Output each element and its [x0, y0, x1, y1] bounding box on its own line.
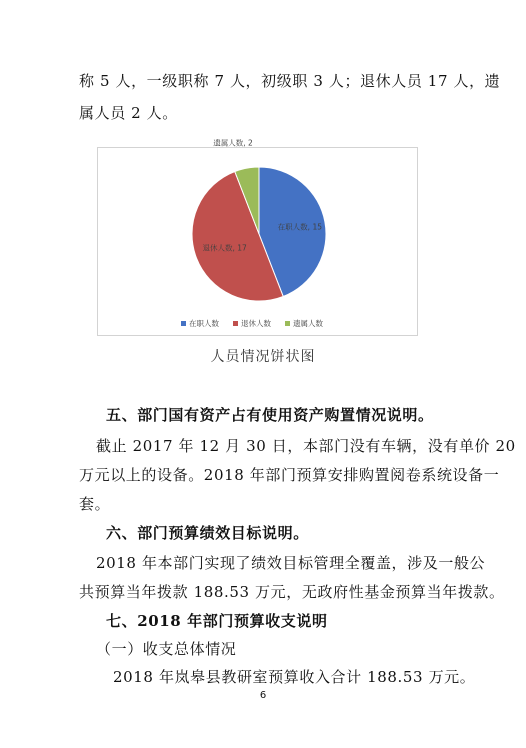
paragraph-line: 截止 2017 年 12 月 30 日，本部门没有车辆，没有单价 20 — [96, 437, 516, 455]
paragraph-line: 属人员 2 人。 — [79, 104, 178, 122]
paragraph-line: 2018 年本部门实现了绩效目标管理全覆盖，涉及一般公 — [96, 554, 486, 572]
paragraph-line: 万元以上的设备。2018 年部门预算安排购置阅卷系统设备一 — [79, 466, 500, 484]
legend-swatch-1 — [181, 321, 186, 326]
paragraph-line: 共预算当年拨款 188.53 万元，无政府性基金预算当年拨款。 — [79, 583, 505, 601]
paragraph-line: 称 5 人，一级职称 7 人，初级职 3 人；退休人员 17 人，遗 — [79, 72, 501, 90]
legend-swatch-3 — [285, 321, 290, 326]
section-heading-6: 六、部门预算绩效目标说明。 — [106, 524, 309, 542]
subsection-heading: （一）收支总体情况 — [96, 640, 237, 658]
section-heading-5: 五、部门国有资产占有使用资产购置情况说明。 — [106, 406, 434, 424]
legend-label-2: 退休人数 — [241, 319, 271, 328]
pie-data-label-1: 在职人数, 15 — [277, 222, 322, 232]
chart-caption: 人员情况饼状图 — [210, 349, 316, 365]
legend-label-3: 遗属人数 — [293, 319, 323, 328]
pie-data-label-2: 退休人数, 17 — [202, 243, 247, 253]
pie-chart-svg — [98, 138, 419, 337]
pie-chart — [97, 138, 418, 336]
legend-swatch-2 — [233, 321, 238, 326]
paragraph-line: 套。 — [79, 495, 111, 513]
legend-label-1: 在职人数 — [189, 319, 219, 328]
pie-data-label-3: 遗属人数, 2 — [213, 138, 253, 148]
paragraph-line: 2018 年岚皋县教研室预算收入合计 188.53 万元。 — [113, 668, 476, 686]
page-number: 6 — [259, 690, 267, 701]
section-heading-7: 七、2018 年部门预算收支说明 — [106, 612, 328, 630]
